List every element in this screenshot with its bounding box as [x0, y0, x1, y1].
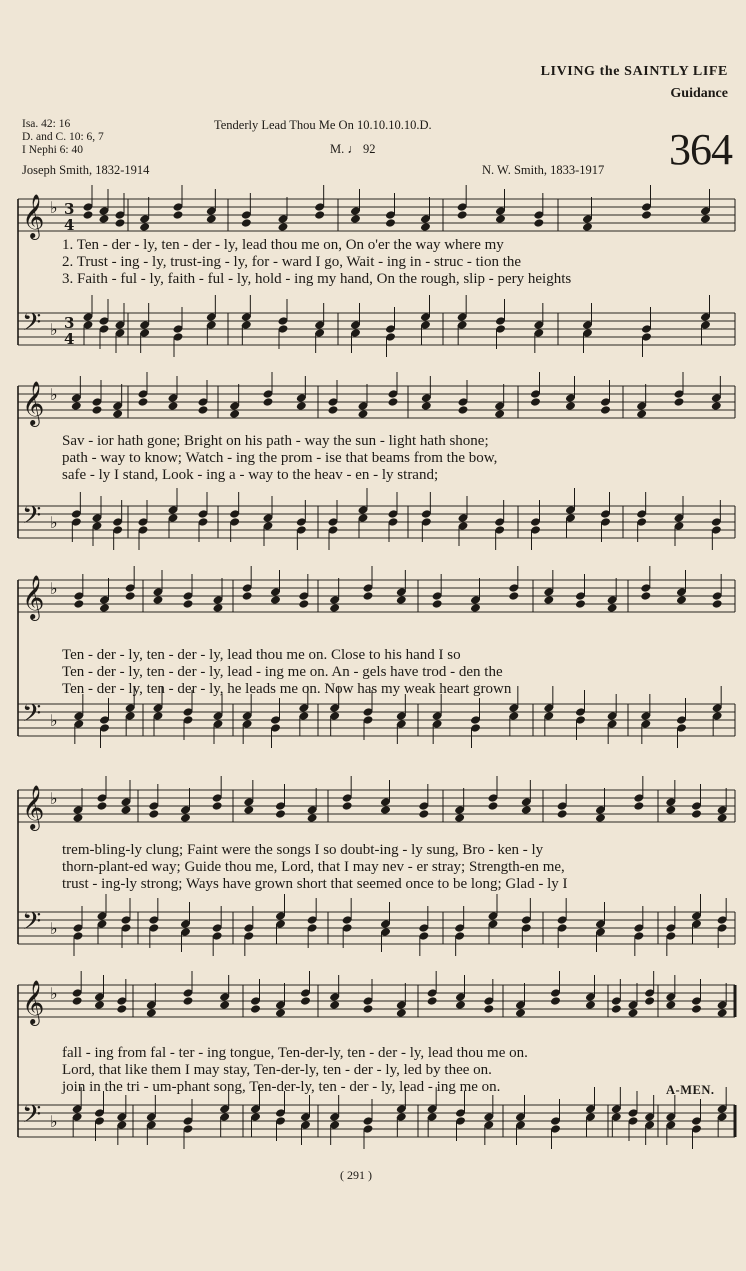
note-head — [92, 405, 103, 415]
note-head — [94, 1000, 105, 1010]
note-head — [278, 222, 289, 232]
note-head — [350, 214, 361, 224]
time-signature: 4 — [64, 330, 75, 348]
note-head — [385, 218, 396, 228]
note-head — [458, 405, 469, 415]
note-head — [396, 595, 407, 605]
note-head — [700, 214, 711, 224]
note-head — [112, 409, 123, 419]
note-head — [183, 599, 194, 609]
page-number: ( 291 ) — [340, 1168, 372, 1182]
note-head — [300, 996, 311, 1006]
note-head — [582, 222, 593, 232]
note-head — [418, 809, 429, 819]
note-head — [115, 218, 126, 228]
bass-clef-icon: 𝄢 — [22, 699, 42, 734]
note-head — [488, 801, 499, 811]
time-signature: 3 — [64, 314, 75, 332]
treble-clef-icon: 𝄞 — [22, 575, 45, 619]
note-head — [275, 809, 286, 819]
section-title: LIVING the SAINTLY LIFE — [540, 64, 728, 79]
note-head — [530, 397, 541, 407]
note-head — [121, 805, 132, 815]
note-head — [595, 813, 606, 823]
lyric-line-verse-3: join in the tri - um-phant song, Ten-der-ly, ten - der - ly, lead - ing me on. — [62, 1079, 501, 1095]
note-head — [148, 809, 159, 819]
treble-clef-icon: 𝄞 — [22, 381, 45, 425]
note-head — [644, 996, 655, 1006]
lyric-line-verse-2: Lord, that like them I may stay, Ten-der-ly, ten - der - ly, led by thee on. — [62, 1062, 492, 1078]
note-head — [250, 1004, 261, 1014]
note-head — [298, 599, 309, 609]
note-head — [691, 1004, 702, 1014]
note-head — [242, 591, 253, 601]
note-head — [585, 1000, 596, 1010]
scripture-ref: I Nephi 6: 40 — [22, 144, 84, 156]
lyric-line-verse-1: fall - ing from fal - ter - ing tongue, Ten-der-ly, ten - der - ly, lead thou me on. — [62, 1045, 528, 1061]
note-head — [125, 591, 136, 601]
time-signature: 4 — [64, 216, 75, 234]
note-head — [229, 409, 240, 419]
composer-credit: N. W. Smith, 1833-1917 — [482, 163, 605, 177]
note-head — [99, 214, 110, 224]
bass-clef-icon: 𝄢 — [22, 907, 42, 942]
lyric-line-verse-3: safe - ly I stand, Look - ing a - way to the heav - en - ly strand; — [62, 467, 439, 483]
note-head — [168, 401, 179, 411]
flat-icon: ♭ — [50, 789, 58, 808]
note-head — [717, 1008, 728, 1018]
note-head — [665, 805, 676, 815]
note-head — [153, 595, 164, 605]
note-head — [99, 603, 110, 613]
lyric-line-verse-2: 2. Trust - ing - ly, trust-ing - ly, for - ward I go, Wait - ing in - struc - tion the — [62, 254, 522, 270]
note-head — [183, 996, 194, 1006]
note-head — [328, 405, 339, 415]
note-head — [565, 401, 576, 411]
note-head — [116, 1004, 127, 1014]
flat-icon: ♭ — [50, 579, 58, 598]
flat-icon: ♭ — [50, 919, 58, 938]
bass-clef-icon: 𝄢 — [22, 1100, 42, 1135]
flat-icon: ♭ — [50, 385, 58, 404]
note-head — [173, 210, 184, 220]
flat-icon: ♭ — [50, 198, 58, 217]
note-head — [180, 813, 191, 823]
note-head — [543, 595, 554, 605]
note-head — [640, 591, 651, 601]
note-head — [138, 397, 149, 407]
bass-clef-icon: 𝄢 — [22, 501, 42, 536]
metronome-marking: M. ♩ 92 — [330, 142, 376, 156]
note-head — [243, 805, 254, 815]
note-head — [495, 214, 506, 224]
hymn-title: Tenderly Lead Thou Me On 10.10.10.10.D. — [214, 118, 432, 132]
note-head — [691, 809, 702, 819]
note-head — [363, 591, 374, 601]
note-head — [550, 996, 561, 1006]
music-system — [18, 195, 735, 355]
hymn-number: 364 — [669, 125, 732, 174]
music-system — [18, 785, 735, 955]
note-head — [717, 813, 728, 823]
note-head — [275, 1008, 286, 1018]
note-head — [457, 210, 468, 220]
note-head — [454, 813, 465, 823]
note-head — [73, 813, 84, 823]
scripture-ref: D. and C. 10: 6, 7 — [22, 131, 104, 143]
scripture-references — [22, 118, 104, 157]
note-head — [607, 603, 618, 613]
lyric-line-verse-2: Ten - der - ly, ten - der - ly, lead - ing me on. An - gels have trod - den the — [62, 664, 503, 680]
note-head — [628, 1008, 639, 1018]
note-head — [676, 595, 687, 605]
note-head — [358, 409, 369, 419]
note-head — [712, 599, 723, 609]
note-head — [600, 405, 611, 415]
note-head — [146, 1008, 157, 1018]
note-head — [674, 397, 685, 407]
note-head — [329, 603, 340, 613]
amen-label: A-MEN. — [666, 1083, 715, 1097]
note-head — [711, 401, 722, 411]
note-head — [557, 809, 568, 819]
lyric-line-verse-2: thorn-plant-ed way; Guide thou me, Lord, that I may nev - er stray; Strength-en me, — [62, 859, 565, 875]
flat-icon: ♭ — [50, 320, 58, 339]
note-head — [206, 214, 217, 224]
note-head — [83, 210, 94, 220]
scripture-ref: Isa. 42: 16 — [22, 118, 71, 130]
music-system — [18, 980, 735, 1155]
note-head — [219, 1000, 230, 1010]
note-head — [420, 222, 431, 232]
note-head — [483, 1004, 494, 1014]
note-head — [314, 210, 325, 220]
note-head — [263, 397, 274, 407]
note-head — [212, 801, 223, 811]
lyric-line-verse-1: 1. Ten - der - ly, ten - der - ly, lead thou me on, On o'er the way where my — [62, 237, 504, 253]
note-head — [494, 409, 505, 419]
note-head — [665, 1000, 676, 1010]
treble-clef-icon: 𝄞 — [22, 194, 45, 238]
note-head — [198, 405, 209, 415]
note-head — [139, 222, 150, 232]
lyric-line-verse-3: 3. Faith - ful - ly, faith - ful - ly, hold - ing my hand, On the rough, slip - pery heights — [62, 271, 572, 287]
note-head — [241, 218, 252, 228]
note-head — [380, 805, 391, 815]
lyric-line-verse-3: Ten - der - ly, ten - der - ly, he leads me on. Now has my weak heart grown — [62, 681, 512, 697]
lyric-line-verse-2: path - way to know; Watch - ing the prom - ise that beams from the bow, — [62, 450, 498, 466]
music-system — [18, 381, 735, 546]
note-head — [97, 801, 108, 811]
bass-clef-icon: 𝄢 — [22, 308, 42, 343]
lyric-line-verse-1: Ten - der - ly, ten - der - ly, lead thou me on. Close to his hand I so — [62, 647, 461, 663]
flat-icon: ♭ — [50, 513, 58, 532]
author-credit: Joseph Smith, 1832-1914 — [22, 163, 150, 177]
time-signature: 3 — [64, 200, 75, 218]
note-head — [575, 599, 586, 609]
note-head — [508, 591, 519, 601]
flat-icon: ♭ — [50, 1112, 58, 1131]
note-head — [432, 599, 443, 609]
lyric-line-verse-3: trust - ing-ly strong; Ways have grown short that seemed once to be long; Glad - ly I — [62, 876, 568, 892]
note-head — [427, 996, 438, 1006]
note-head — [73, 599, 84, 609]
note-head — [421, 401, 432, 411]
note-head — [307, 813, 318, 823]
treble-clef-icon: 𝄞 — [22, 980, 45, 1024]
note-head — [71, 401, 82, 411]
note-head — [455, 1000, 466, 1010]
note-head — [329, 1000, 340, 1010]
note-head — [363, 1004, 374, 1014]
treble-clef-icon: 𝄞 — [22, 785, 45, 829]
note-head — [633, 801, 644, 811]
note-head — [296, 401, 307, 411]
note-head — [641, 210, 652, 220]
note-head — [396, 1008, 407, 1018]
note-head — [636, 409, 647, 419]
note-head — [213, 603, 224, 613]
note-head — [611, 1004, 622, 1014]
note-head — [388, 397, 399, 407]
section-subtitle: Guidance — [670, 86, 728, 101]
note-head — [470, 603, 481, 613]
note-head — [515, 1008, 526, 1018]
flat-icon: ♭ — [50, 711, 58, 730]
music-system — [18, 575, 735, 755]
lyric-line-verse-1: Sav - ior hath gone; Bright on his path - way the sun - light hath shone; — [62, 433, 489, 449]
note-head — [533, 218, 544, 228]
note-head — [72, 996, 83, 1006]
lyric-line-verse-1: trem-bling-ly clung; Faint were the songs I so doubt-ing - ly sung, Bro - ken - ly — [62, 842, 544, 858]
flat-icon: ♭ — [50, 984, 58, 1003]
note-head — [270, 595, 281, 605]
note-head — [521, 805, 532, 815]
note-head — [342, 801, 353, 811]
